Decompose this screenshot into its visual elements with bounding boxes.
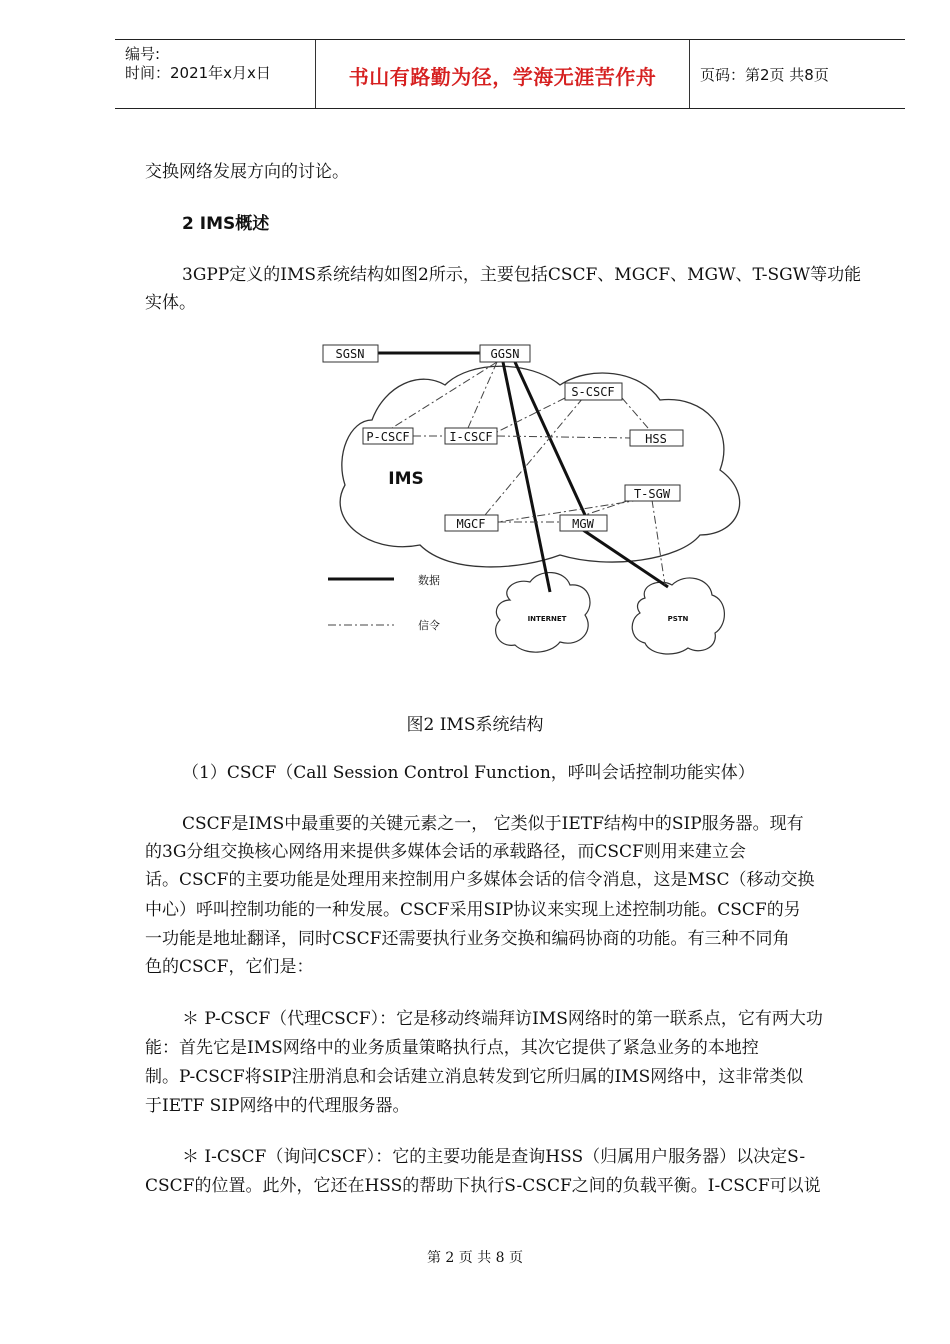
para2-line: CSCF是IMS中最重要的关键元素之一， 它类似于IETF结构中的SIP服务器。现有 [182,814,804,834]
para3-line: 制。P-CSCF将SIP注册消息和会话建立消息转发到它所归属的IMS网络中，这非常类似 [145,1067,804,1087]
number-label: 编号: [125,45,161,63]
para1-line: 3GPP定义的IMS系统结构如图2所示，主要包括CSCF、MGCF、MGW、T-SGW等功能 [182,265,862,285]
signal-link [468,362,497,428]
legend-data-label: 数据 [418,574,440,587]
ggsn-label: GGSN [490,347,520,361]
para3-line: ＊ P-CSCF（代理CSCF）：它是移动终端拜访IMS网络时的第一联系点，它有两大功 [182,1009,823,1029]
mgw-label: MGW [572,517,594,531]
internet-cloud [496,573,590,653]
signal-link [392,362,497,428]
scscf-label: S-CSCF [571,385,615,399]
para2-line: 话。CSCF的主要功能是处理用来控制用户多媒体会话的信令消息，这是MSC（移动交换 [145,870,815,890]
hss-label: HSS [645,432,667,446]
intro-line: 交换网络发展方向的讨论。 [145,162,349,182]
ims-cloud-label: IMS [388,469,424,489]
sgsn-label: SGSN [335,347,365,361]
legend-signal-label: 信令 [418,619,440,632]
signal-link [485,398,583,515]
page-header [115,39,905,109]
header-page-cell [690,40,905,108]
motto: 书山有路勤为径，学海无涯苦作舟 [348,65,657,89]
data-link [503,362,550,592]
signal-link [622,398,648,428]
para3-line: 能：首先它是IMS网络中的业务质量策略执行点，其次它提供了紧急业务的本地控 [145,1038,759,1058]
icscf-label: I-CSCF [449,430,493,444]
signal-link [652,500,665,585]
para2-line: 中心）呼叫控制功能的一种发展。CSCF采用SIP协议来实现上述控制功能。CSCF的另 [145,900,801,920]
header-motto-cell [316,40,690,108]
para1-line: 实体。 [145,293,196,313]
tsgw-label: T-SGW [633,487,671,501]
page-label: 页码：第2页 共8页 [700,66,829,84]
para4-line: ＊ I-CSCF（询问CSCF）：它的主要功能是查询HSS（归属用户服务器）以决定S- [182,1147,806,1167]
cscf-title: （1）CSCF（Call Session Control Function，呼叫会话控制功能实体） [182,763,755,783]
figure-caption: 图2 IMS系统结构 [406,715,544,735]
para2-line: 色的CSCF，它们是： [145,957,314,977]
data-link [583,530,668,587]
mgcf-label: MGCF [456,517,486,531]
para3-line: 于IETF SIP网络中的代理服务器。 [145,1096,410,1116]
para2-line: 一功能是地址翻译，同时CSCF还需要执行业务交换和编码协商的功能。有三种不同角 [145,929,790,949]
pstn-label: PSTN [667,615,689,623]
header-meta-cell [115,40,316,108]
para4-line: CSCF的位置。此外，它还在HSS的帮助下执行S-CSCF之间的负载平衡。I-CSCF可以说 [145,1176,821,1196]
ims-architecture-diagram [0,330,950,670]
pcscf-label: P-CSCF [366,430,410,444]
signal-link [497,398,565,432]
time-label: 时间：2021年x月x日 [125,64,271,82]
internet-label: INTERNET [527,615,567,623]
page-footer: 第 2 页 共 8 页 [426,1250,524,1266]
section-heading: 2 IMS概述 [182,214,270,234]
para2-line: 的3G分组交换核心网络用来提供多媒体会话的承载路径，而CSCF则用来建立会 [145,842,746,862]
